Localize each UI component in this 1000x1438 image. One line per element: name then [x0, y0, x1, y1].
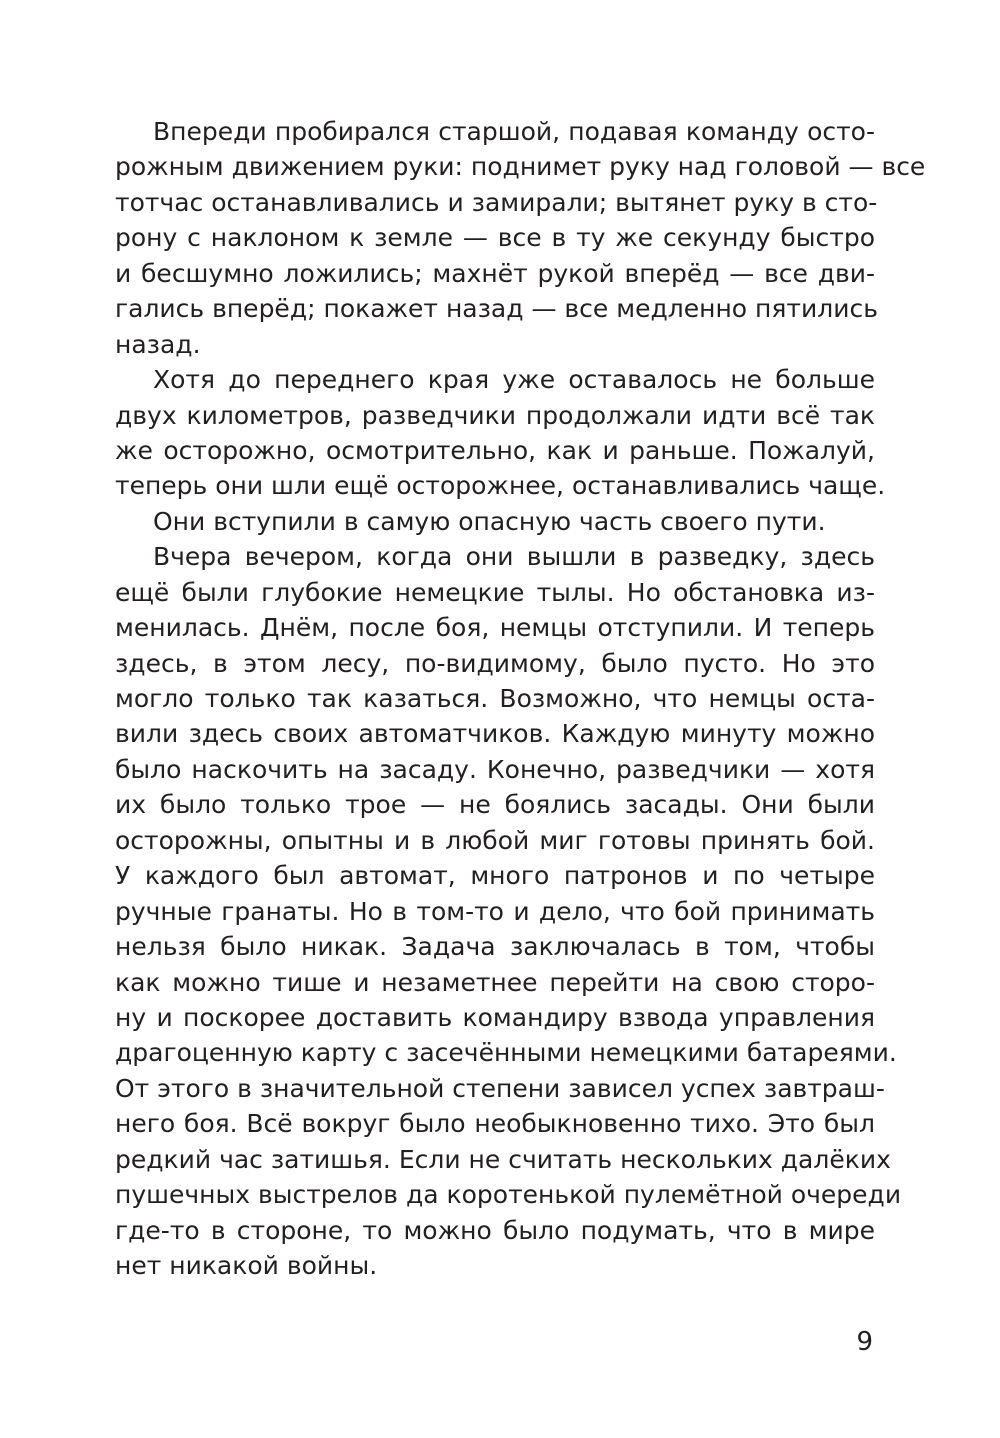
paragraph [115, 114, 926, 362]
text-line: двух километров, разведчики продолжали идти всё так [115, 400, 875, 430]
text-line: менилась. Днём, после боя, немцы отступили. И теперь [115, 613, 875, 643]
text-line: осторожны, опытны и в любой миг готовы принять бой. [115, 825, 875, 855]
text-line: теперь они шли ещё осторожнее, останавливались чаще. [115, 471, 886, 501]
text-line: рону с наклоном к земле — все в ту же секунду быстро [115, 223, 875, 253]
text-line: их было только трое — не боялись засады. Они были [115, 790, 875, 820]
text-line: У каждого был автомат, много патронов и по четыре [115, 861, 875, 891]
text-line: назад. [115, 329, 201, 359]
text-line: же осторожно, осмотрительно, как и раньше. Пожалуй, [115, 435, 875, 465]
text-line: Хотя до переднего края уже оставалось не больше [153, 365, 875, 395]
text-line: где-то в стороне, то можно было подумать, что в мире [115, 1215, 875, 1245]
text-line: пушечных выстрелов да коротенькой пулемётной очереди [115, 1180, 902, 1210]
text-line: ручные гранаты. Но в том-то и дело, что бой принимать [115, 896, 875, 926]
text-line: От этого в значительной степени зависел успех завтраш- [115, 1073, 885, 1103]
page-body [115, 114, 926, 1283]
text-line: как можно тише и незаметнее перейти на свою сторо- [115, 967, 875, 997]
text-line: Впереди пробирался старшой, подавая команду осто- [153, 117, 875, 146]
text-line: драгоценную карту с засечёнными немецкими батареями. [115, 1038, 897, 1068]
paragraph [115, 362, 886, 504]
page-number: 9 [856, 1327, 873, 1357]
text-line: вили здесь своих автоматчиков. Каждую минуту можно [115, 719, 875, 749]
text-line: могло только так казаться. Возможно, что немцы оста- [115, 684, 875, 713]
text-line: ещё были глубокие немецкие тылы. Но обстановка из- [115, 577, 875, 607]
text-line: ну и поскорее доставить командиру взвода управления [115, 1002, 875, 1032]
text-line: гались вперёд; покажет назад — все медленно пятились [115, 294, 878, 324]
text-line: него боя. Всё вокруг было необыкновенно тихо. Это был [115, 1109, 875, 1139]
text-line: тотчас останавливались и замирали; вытянет руку в сто- [115, 187, 878, 217]
text-line: Они вступили в самую опасную часть своего пути. [153, 506, 826, 536]
text-line: и бесшумно ложились; махнёт рукой вперёд — все дви- [115, 258, 875, 288]
text-line: нельзя было никак. Задача заключалась в том, чтобы [115, 932, 875, 962]
text-line: здесь, в этом лесу, по-видимому, было пусто. Но это [115, 648, 875, 678]
paragraph [115, 539, 902, 1283]
text-line: нет никакой войны. [115, 1251, 378, 1280]
text-line: было наскочить на засаду. Конечно, разведчики — хотя [115, 754, 875, 784]
text-line: рожным движением руки: поднимет руку над головой — все [115, 152, 926, 182]
paragraph [115, 504, 875, 539]
text-line: редкий час затишья. Если не считать нескольких далёких [115, 1144, 891, 1174]
text-line: Вчера вечером, когда они вышли в разведку, здесь [153, 542, 875, 572]
